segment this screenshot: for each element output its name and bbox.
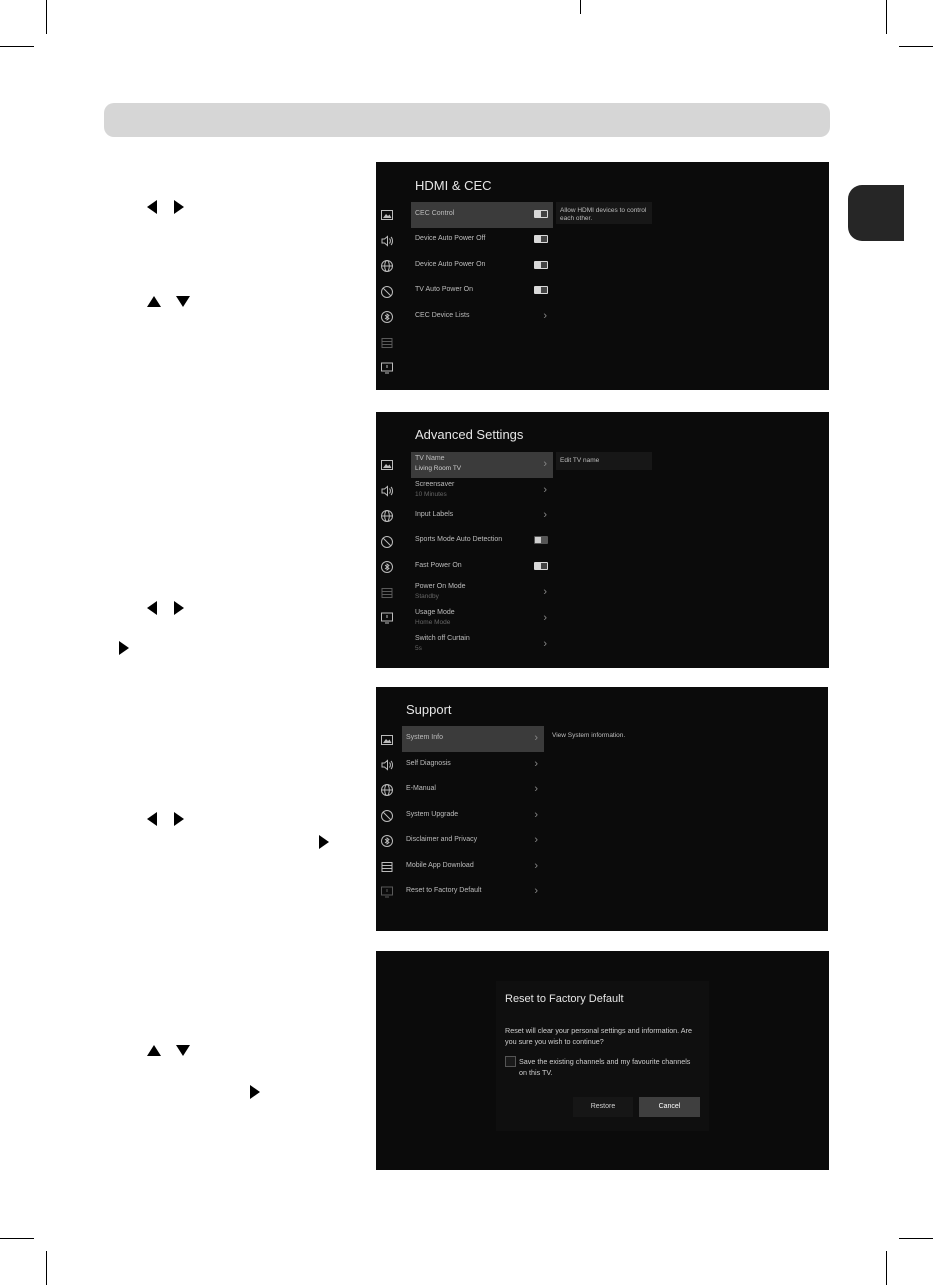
bluetooth-icon[interactable] [380, 310, 394, 324]
crop-mark-top-left-h [0, 46, 34, 47]
chevron-right-icon: › [543, 612, 547, 624]
menu-item-label: TV Auto Power On [415, 286, 473, 293]
chevron-right-icon: › [543, 310, 547, 322]
support-icon[interactable] [380, 361, 394, 375]
menu-item-label: CEC Device Lists [415, 312, 470, 319]
network-icon[interactable] [380, 259, 394, 273]
toggle-switch[interactable] [534, 210, 548, 218]
sound-icon[interactable] [380, 234, 394, 248]
description-text: Allow HDMI devices to control each other. [560, 207, 647, 222]
accessibility-icon[interactable] [380, 285, 394, 299]
screen-title: HDMI & CEC [415, 178, 492, 193]
header-bar [104, 103, 830, 137]
menu-item-reset-to-factory-default[interactable] [402, 879, 544, 905]
sidebar-icons [380, 412, 394, 668]
menu-item-label: TV Name [415, 455, 445, 462]
menu-item-system-upgrade[interactable] [402, 803, 544, 829]
menu-item-screensaver[interactable] [411, 478, 553, 504]
menu-item-system-info[interactable] [402, 726, 544, 752]
menu-item-label: Device Auto Power Off [415, 235, 486, 242]
support-icon[interactable] [380, 885, 394, 899]
menu-item-cec-control[interactable] [411, 202, 553, 228]
menu-item-label: Device Auto Power On [415, 261, 486, 268]
sidebar-icons [380, 687, 394, 931]
description-text: View System information. [552, 732, 626, 739]
channels-icon[interactable] [380, 860, 394, 874]
chevron-right-icon: › [534, 809, 538, 821]
dialog-message: Reset will clear your personal settings and information. Are you sure you wish to continue? [505, 1026, 692, 1046]
crop-mark-bottom-left-h [0, 1238, 34, 1239]
sound-icon[interactable] [380, 758, 394, 772]
save-channels-checkbox[interactable] [505, 1056, 516, 1067]
toggle-switch[interactable] [534, 562, 548, 570]
right-arrow-icon [174, 200, 184, 214]
menu-item-label: Usage Mode [415, 609, 455, 616]
chevron-right-icon: › [534, 885, 538, 897]
save-channels-label: Save the existing channels and my favourite channels on this TV. [519, 1057, 691, 1077]
menu-item-sports-mode-auto-detection[interactable] [411, 528, 553, 554]
menu-item-label: Sports Mode Auto Detection [415, 536, 503, 543]
menu-item-fast-power-on[interactable] [411, 554, 553, 580]
dialog-title: Reset to Factory Default [505, 993, 624, 1005]
up-arrow-icon [147, 1045, 161, 1056]
down-arrow-icon [176, 1045, 190, 1056]
left-arrow-icon [147, 601, 157, 615]
menu-item-tv-name[interactable] [411, 452, 553, 478]
menu-item-label: Switch off Curtain [415, 635, 470, 642]
picture-icon[interactable] [380, 733, 394, 747]
menu-item-mobile-app-download[interactable] [402, 854, 544, 880]
toggle-switch[interactable] [534, 536, 548, 544]
crop-mark-bottom-right-v [886, 1251, 887, 1285]
screen-title: Advanced Settings [415, 427, 524, 442]
menu-item-label: CEC Control [415, 210, 455, 217]
menu-item-value: Standby [415, 593, 439, 600]
picture-icon[interactable] [380, 208, 394, 222]
right-arrow-icon [319, 835, 329, 849]
menu-item-label: Self Diagnosis [406, 760, 451, 767]
menu-item-label: Power On Mode [415, 583, 466, 590]
accessibility-icon[interactable] [380, 809, 394, 823]
chevron-right-icon: › [534, 758, 538, 770]
channels-icon[interactable] [380, 586, 394, 600]
network-icon[interactable] [380, 783, 394, 797]
crop-mark-bottom-left-v [46, 1251, 47, 1285]
menu-item-label: Mobile App Download [406, 862, 474, 869]
screen-title: Support [406, 702, 452, 717]
menu-item-value: 5s [415, 645, 422, 652]
chevron-right-icon: › [543, 638, 547, 650]
menu-item-usage-mode[interactable] [411, 606, 553, 632]
chevron-right-icon: › [534, 732, 538, 744]
chevron-right-icon: › [543, 458, 547, 470]
crop-mark-bottom-right-h [899, 1238, 933, 1239]
menu-item-label: Fast Power On [415, 562, 462, 569]
menu-item-label: Screensaver [415, 481, 455, 488]
chevron-right-icon: › [534, 834, 538, 846]
menu-item-input-labels[interactable] [411, 503, 553, 529]
sidebar-icons [380, 162, 394, 390]
menu-item-e-manual[interactable] [402, 777, 544, 803]
chevron-right-icon: › [543, 509, 547, 521]
menu-item-label: System Upgrade [406, 811, 459, 818]
menu-item-tv-auto-power-on[interactable] [411, 278, 553, 304]
left-arrow-icon [147, 200, 157, 214]
crop-mark-top-center [580, 0, 581, 14]
menu-item-label: System Info [406, 734, 443, 741]
menu-item-cec-device-lists[interactable] [411, 304, 553, 330]
chevron-right-icon: › [543, 586, 547, 598]
menu-item-value: Home Mode [415, 619, 451, 626]
right-arrow-icon [174, 812, 184, 826]
support-screen [376, 687, 828, 931]
menu-item-label: Disclaimer and Privacy [406, 836, 478, 843]
toggle-switch[interactable] [534, 286, 548, 294]
right-arrow-icon [119, 641, 129, 655]
channels-icon[interactable] [380, 336, 394, 350]
chevron-right-icon: › [534, 783, 538, 795]
menu-item-switch-off-curtain[interactable] [411, 632, 553, 658]
bluetooth-icon[interactable] [380, 834, 394, 848]
down-arrow-icon [176, 296, 190, 307]
menu-item-label: Reset to Factory Default [406, 887, 482, 894]
picture-icon[interactable] [380, 458, 394, 472]
menu-item-device-auto-power-on[interactable] [411, 253, 553, 279]
right-arrow-icon [174, 601, 184, 615]
network-icon[interactable] [380, 509, 394, 523]
bluetooth-icon[interactable] [380, 560, 394, 574]
hdmi-cec-screen [376, 162, 829, 390]
menu-item-label: Input Labels [415, 511, 454, 518]
advanced-settings-screen [376, 412, 829, 668]
toggle-switch[interactable] [534, 261, 548, 269]
menu-item-self-diagnosis[interactable] [402, 752, 544, 778]
sound-icon[interactable] [380, 484, 394, 498]
chevron-right-icon: › [543, 484, 547, 496]
description-text: Edit TV name [560, 457, 600, 464]
menu-item-value: 10 Minutes [415, 491, 447, 498]
chevron-right-icon: › [534, 860, 538, 872]
crop-mark-top-right-v [886, 0, 887, 34]
right-arrow-icon [250, 1085, 260, 1099]
accessibility-icon[interactable] [380, 535, 394, 549]
language-side-tab [848, 185, 904, 241]
menu-item-device-auto-power-off[interactable] [411, 227, 553, 253]
up-arrow-icon [147, 296, 161, 307]
restore-button[interactable]: Restore [573, 1097, 633, 1117]
support-icon[interactable] [380, 611, 394, 625]
crop-mark-top-right-h [899, 46, 933, 47]
toggle-switch[interactable] [534, 235, 548, 243]
reset-dialog-screen [376, 951, 829, 1170]
cancel-button[interactable]: Cancel [639, 1097, 700, 1117]
menu-item-value: Living Room TV [415, 465, 462, 472]
left-arrow-icon [147, 812, 157, 826]
menu-item-label: E-Manual [406, 785, 436, 792]
crop-mark-top-left-v [46, 0, 47, 34]
menu-item-disclaimer-and-privacy[interactable] [402, 828, 544, 854]
menu-item-power-on-mode[interactable] [411, 580, 553, 606]
